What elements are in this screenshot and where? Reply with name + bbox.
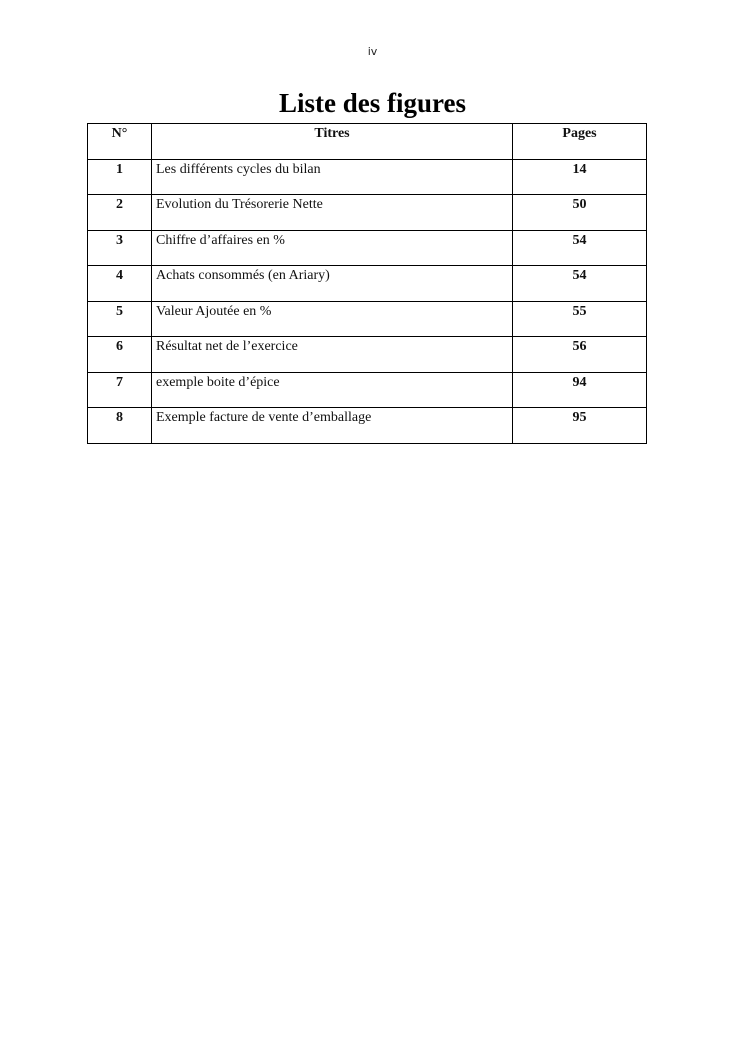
- header-pages: Pages: [513, 124, 647, 160]
- figure-title: Valeur Ajoutée en %: [152, 301, 513, 337]
- figure-number: 8: [88, 408, 152, 444]
- figure-number: 2: [88, 195, 152, 231]
- table-row: [88, 266, 647, 302]
- table-row: [88, 372, 647, 408]
- figure-page: 54: [513, 266, 647, 302]
- table-header-row: [88, 124, 647, 160]
- figure-number: 3: [88, 230, 152, 266]
- page-number: iv: [367, 45, 378, 58]
- figure-number: 7: [88, 372, 152, 408]
- figure-number: 1: [88, 159, 152, 195]
- figure-number: 5: [88, 301, 152, 337]
- figure-page: 94: [513, 372, 647, 408]
- table-row: [88, 230, 647, 266]
- header-titles: Titres: [152, 124, 513, 160]
- figure-page: 14: [513, 159, 647, 195]
- figure-title: exemple boite d’épice: [152, 372, 513, 408]
- figure-page: 50: [513, 195, 647, 231]
- figure-number: 6: [88, 337, 152, 373]
- figure-title: Evolution du Trésorerie Nette: [152, 195, 513, 231]
- header-number: N°: [88, 124, 152, 160]
- page-title: Liste des figures: [279, 88, 466, 118]
- figure-page: 55: [513, 301, 647, 337]
- table-row: [88, 408, 647, 444]
- figure-page: 95: [513, 408, 647, 444]
- figure-title: Exemple facture de vente d’emballage: [152, 408, 513, 444]
- figure-title: Résultat net de l’exercice: [152, 337, 513, 373]
- figures-table: [87, 123, 647, 444]
- table-row: [88, 159, 647, 195]
- figure-title: Achats consommés (en Ariary): [152, 266, 513, 302]
- figure-page: 56: [513, 337, 647, 373]
- figure-page: 54: [513, 230, 647, 266]
- figure-title: Les différents cycles du bilan: [152, 159, 513, 195]
- figure-title: Chiffre d’affaires en %: [152, 230, 513, 266]
- table-row: [88, 195, 647, 231]
- figure-number: 4: [88, 266, 152, 302]
- table-row: [88, 301, 647, 337]
- table-row: [88, 337, 647, 373]
